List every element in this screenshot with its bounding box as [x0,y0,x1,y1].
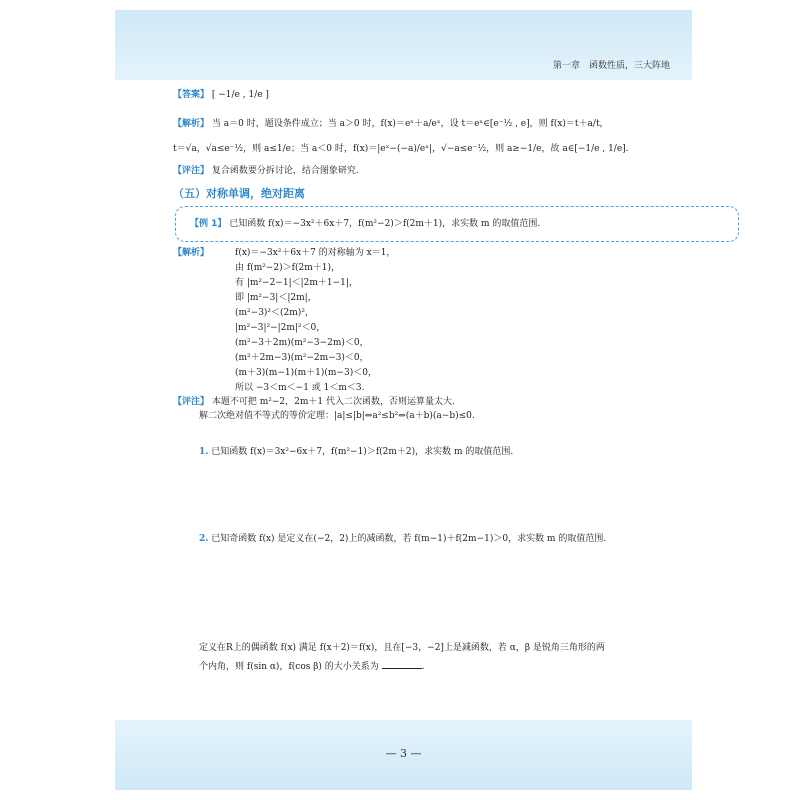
exercise-2 [199,533,606,545]
example-line [190,218,540,230]
analysis2-step-4: 即 |m²−3|＜|2m|， [235,293,317,303]
final-problem-line2 [199,659,425,673]
analysis1-line2: t＝√a，√a≤e⁻½，则 a≤1/e；当 a＜0 时，f(x)＝|eˣ−(−a)/eˣ|，√−a≤e⁻½，则 a≥−1/e，故 a∈[−1/e , 1/e]. [173,144,629,154]
analysis2-tag: 【解析】 [173,248,210,258]
section-title: （五）对称单调，绝对距离 [173,187,305,200]
exercise-1-text: 已知函数 f(x)＝3x²−6x＋7，f(m²−1)＞f(2m＋2)，求实数 m 的取值范围. [211,447,514,457]
comment1-tag: 【评注】 [173,166,210,176]
answer-text: [ −1/e , 1/e ] [211,90,269,100]
comment2-text1: 本题不可把 m²−2，2m＋1 代入二次函数，否则运算量太大. [211,397,455,407]
comment1-text: 复合函数要分拆讨论，结合图象研究. [211,166,359,176]
analysis2-step-2: 由 f(m²−2)＞f(2m＋1)， [235,263,340,273]
analysis2-step-8: (m²＋2m−3)(m²−2m−3)＜0， [235,353,369,363]
analysis2-step-1: f(x)＝−3x²＋6x＋7 的对称轴为 x＝1， [235,248,396,258]
analysis2-step-5: (m²−3)²＜(2m)²， [235,308,314,318]
comment2-tag: 【评注】 [173,397,210,407]
book-page [115,10,692,790]
analysis1-tag: 【解析】 [173,119,210,129]
final-problem-end: . [421,662,425,672]
exercise-1 [199,446,513,458]
page-number: — 3 — [385,747,422,760]
analysis1-line1 [173,118,609,130]
chapter-title: 第一章 函数性质，三大阵地 [552,61,670,71]
comment2-line2: 解二次绝对值不等式的等价定理：|a|≤|b|⇔a²≤b²⇔(a＋b)(a−b)≤0. [199,411,475,421]
analysis2-step-3: 有 |m²−2−1|＜|2m＋1−1|， [235,278,358,288]
analysis2-tag-line [173,247,209,259]
exercise-1-number: 1. [199,447,209,457]
answer-blank[interactable] [382,659,422,669]
final-problem-line1: 定义在R上的偶函数 f(x) 满足 f(x＋2)＝f(x)，且在[−3，−2]上是减函数，若 α，β 是锐角三角形的两 [199,643,605,653]
exercise-2-text: 已知奇函数 f(x) 是定义在(−2，2)上的减函数，若 f(m−1)＋f(2m−1)＞0，求实数 m 的取值范围. [211,534,607,544]
final-problem-text2: 个内角，则 f(sin α)，f(cos β) 的大小关系为 [199,662,379,672]
answer-tag: 【答案】 [173,90,210,100]
analysis2-step-9: (m＋3)(m−1)(m＋1)(m−3)＜0， [235,368,377,378]
example-tag: 【例 1】 [190,219,227,229]
analysis1-text1: 当 a＝0 时，题设条件成立；当 a＞0 时，f(x)＝eˣ＋a/eˣ，设 t＝eˣ∈[e⁻½ , e]，则 f(x)＝t＋a/t， [211,119,609,129]
exercise-2-number: 2. [199,534,209,544]
comment1-line [173,165,359,177]
example-text: 已知函数 f(x)＝−3x²＋6x＋7，f(m²−2)＞f(2m＋1)，求实数 m 的取值范围. [229,219,541,229]
answer-line [173,89,269,101]
analysis2-step-10: 所以 −3＜m＜−1 或 1＜m＜3. [235,383,365,393]
example-box [175,206,739,242]
footer-band [115,720,692,790]
analysis2-step-6: |m²−3|²−|2m|²＜0， [235,323,326,333]
comment2-line1 [173,396,455,408]
analysis2-step-7: (m²−3＋2m)(m²−3−2m)＜0， [235,338,369,348]
header-band [115,10,692,80]
